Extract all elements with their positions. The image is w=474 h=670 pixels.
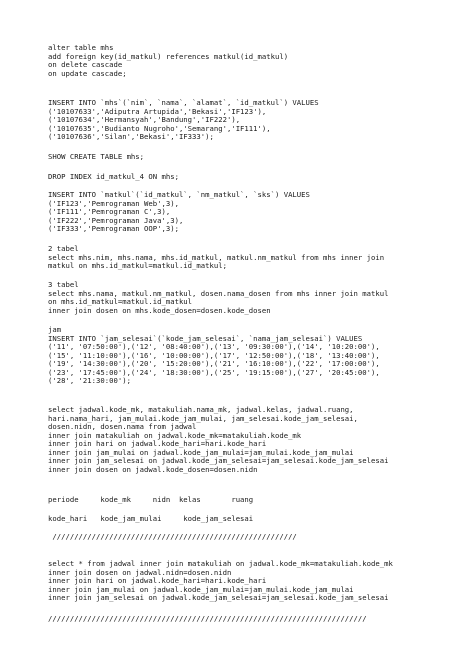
insert-mhs-statement: INSERT INTO `mhs`(`nim`, `nama`, `alamat`, `id_matkul`) VALUES ('10107633','Adiputra Artupida','Bekasi','IF123'), ('10107634','Hermansyah','Bandung','IF222'), ('10107635','Budianto Nugroho','Semarang','IF111'), ('10107636','Silan','Bekasi','IF333'); xyxy=(48,98,319,141)
alter-table-statement: alter table mhs add foreign key(id_matkul) references matkul(id_matkul) on delete cascade on update cascade; xyxy=(48,43,289,78)
separator-line-short: //////////////////////////////////////////////////////// xyxy=(48,532,297,541)
column-list-periode: periode kode_mk nidn kelas ruang xyxy=(48,495,254,504)
two-table-join-query: 2 tabel select mhs.nim, mhs.nama, mhs.id_matkul, matkul.nm_matkul from mhs inner join matkul on mhs.id_matkul=matkul.id_matkul; xyxy=(48,244,385,270)
select-all-jadwal-query: select * from jadwal inner join matakuliah on jadwal.kode_mk=matakuliah.kode_mk inner join dosen on jadwal.nidn=dosen.nidn inner join hari on jadwal.kode_hari=hari.kode_hari inner join jam_mulai on jadwal.kode_jam_mulai=jam_mulai.kode_jam_mulai inner join jam_selesai on jadwal.kode_jam_selesai=jam_selesai.kode_jam_selesai xyxy=(48,559,393,602)
three-table-join-query: 3 tabel select mhs.nama, matkul.nm_matkul, dosen.nama_dosen from mhs inner join matkul on mhs.id_matkul=matkul.id_matkul inner join dosen on mhs.kode_dosen=dosen.kode_dosen xyxy=(48,280,389,315)
insert-jam-selesai-statement: jam INSERT INTO `jam_selesai`(`kode_jam_selesai`, `nama_jam_selesai`) VALUES ('11', '07:50:00'),('12', '08:40:00'),('13', '09:30:00'),('14', '10:20:00'), ('15', '11:10:00'),('16', '10:00:00'),('17', '12:50:00'),('18', '13:40:00'), ('19', '14:30:00'),('20', '15:20:00'),('21', '16:10:00'),('22', '17:00:00'), ('23', '17:45:00'),('24', '18:30:00'),('25', '19:15:00'),('27', '20:45:00'), ('28', '21:30:00'); xyxy=(48,325,380,385)
separator-line-long: ///////////////////////////////////////////////////////////////////////// xyxy=(48,614,367,623)
drop-index-statement: DROP INDEX id_matkul_4 ON mhs; xyxy=(48,172,179,181)
jadwal-select-query: select jadwal.kode_mk, matakuliah.nama_mk, jadwal.kelas, jadwal.ruang, hari.nama_hari, jam_mulai.kode_jam_mulai, jam_selesai.kode_jam_selesai, dosen.nidn, dosen.nama from jadwal inner join matakuliah on jadwal.kode_mk=matakuliah.kode_mk inner join hari on jadwal.kode_hari=hari.kode_hari inner join jam_mulai on jadwal.kode_jam_mulai=jam_mulai.kode_jam_mulai inner join jam_selesai on jadwal.kode_jam_selesai=jam_selesai.kode_jam_selesai inner join dosen on jadwal.kode_dosen=dosen.nidn xyxy=(48,405,389,474)
show-create-table-statement: SHOW CREATE TABLE mhs; xyxy=(48,152,145,161)
column-list-kode-hari: kode_hari kode_jam_mulai kode_jam_selesai xyxy=(48,514,254,523)
insert-matkul-statement: INSERT INTO `matkul`(`id_matkul`, `nm_matkul`, `sks`) VALUES ('IF123','Pemrograman Web',3), ('IF111','Pemrograman C',3), ('IF222','Pemrograman Java',3), ('IF333','Pemrograman OOP',3); xyxy=(48,190,310,233)
